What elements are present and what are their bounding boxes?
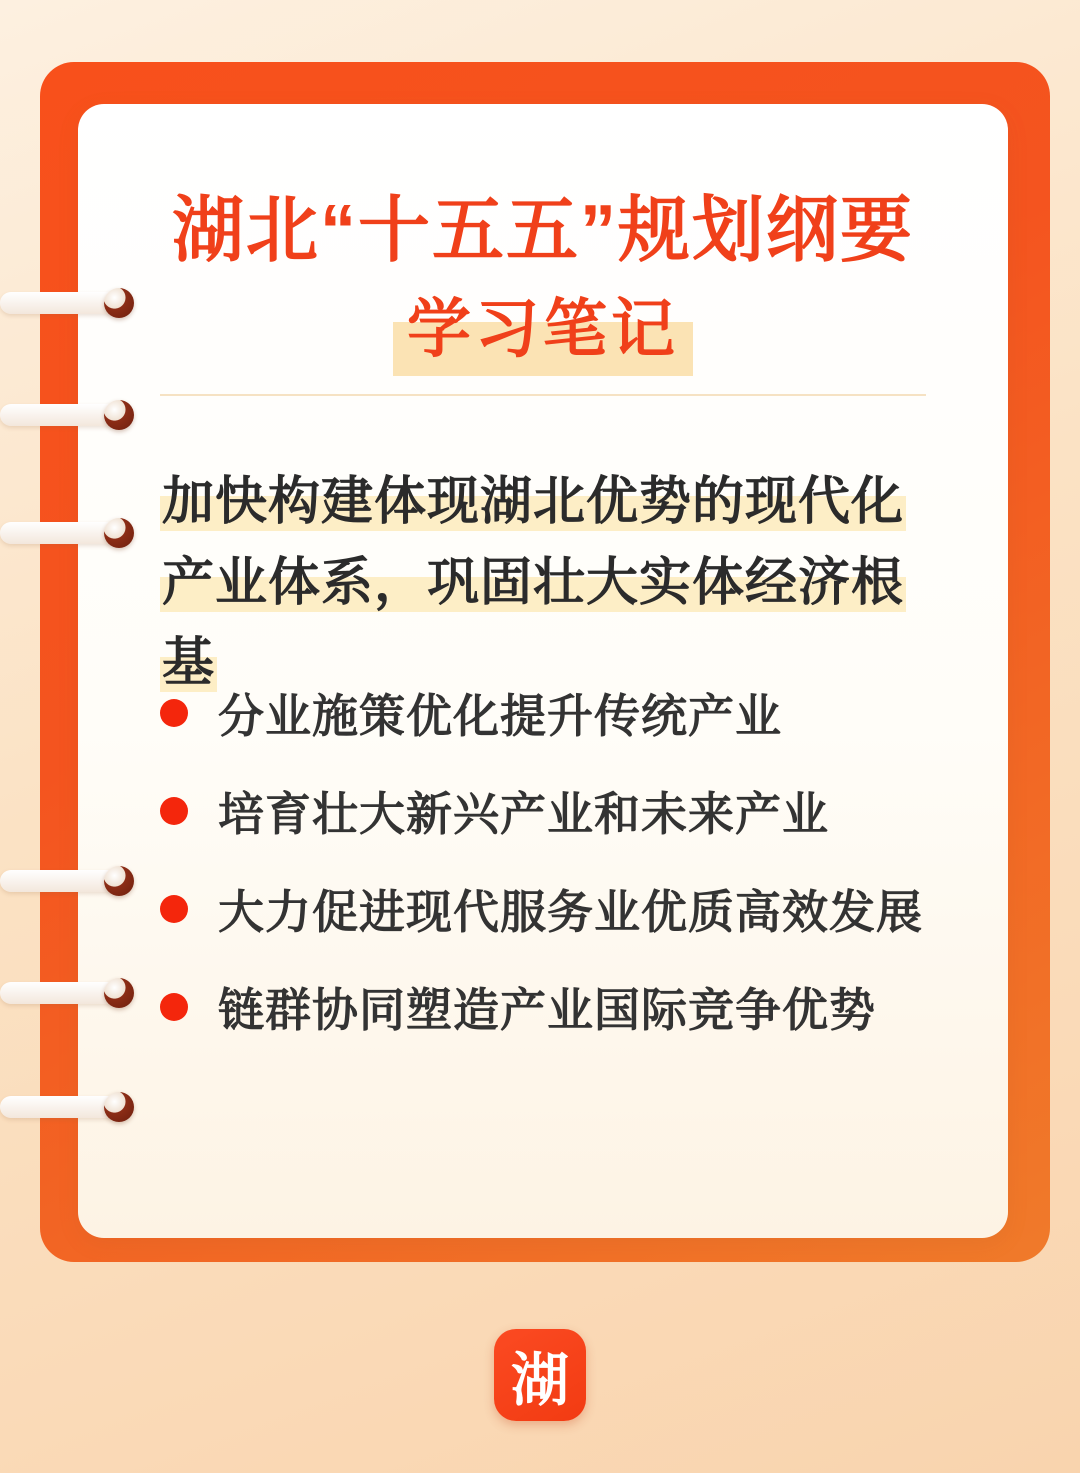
binder-ring-icon: [0, 1092, 140, 1122]
binder-ring-icon: [0, 400, 140, 430]
page-subtitle-wrap: [78, 276, 1008, 376]
list-item-label: 分业施策优化提升传统产业: [218, 690, 782, 742]
list-item: [160, 958, 958, 1056]
bullet-dot-icon: [160, 993, 188, 1021]
page-title: 湖北“十五五”规划纲要: [171, 191, 914, 271]
binder-ring-icon: [0, 518, 140, 548]
list-item-label: 大力促进现代服务业优质高效发展: [218, 886, 923, 938]
bullet-dot-icon: [160, 797, 188, 825]
bullet-dot-icon: [160, 699, 188, 727]
list-item-label: 链群协同塑造产业国际竞争优势: [218, 984, 876, 1036]
page-subtitle: 学习笔记: [393, 276, 693, 376]
binder-ring-bar: [0, 982, 118, 1004]
list-item: [160, 860, 958, 958]
note-card: [78, 104, 1008, 1238]
list-item: [160, 762, 958, 860]
bullet-list: [160, 664, 958, 1056]
footer: [0, 1329, 1080, 1421]
binder-ring-cap: [104, 1092, 134, 1122]
binder-ring-bar: [0, 1096, 118, 1118]
binder-ring-icon: [0, 866, 140, 896]
brand-logo: 湖: [494, 1329, 586, 1421]
binder-ring-bar: [0, 522, 118, 544]
binder-ring-cap: [104, 866, 134, 896]
binder-ring-cap: [104, 518, 134, 548]
binder-ring-bar: [0, 292, 118, 314]
binder-rings: [0, 0, 160, 1473]
binder-ring-icon: [0, 288, 140, 318]
section-headline-text: 加快构建体现湖北优势的现代化产业体系，巩固壮大实体经济根基: [162, 473, 905, 693]
binder-ring-bar: [0, 870, 118, 892]
list-item: [160, 664, 958, 762]
binder-ring-bar: [0, 404, 118, 426]
list-item-label: 培育壮大新兴产业和未来产业: [218, 788, 829, 840]
binder-ring-cap: [104, 978, 134, 1008]
binder-ring-icon: [0, 978, 140, 1008]
binder-ring-cap: [104, 288, 134, 318]
title-divider: [160, 394, 926, 396]
binder-ring-cap: [104, 400, 134, 430]
bullet-dot-icon: [160, 895, 188, 923]
